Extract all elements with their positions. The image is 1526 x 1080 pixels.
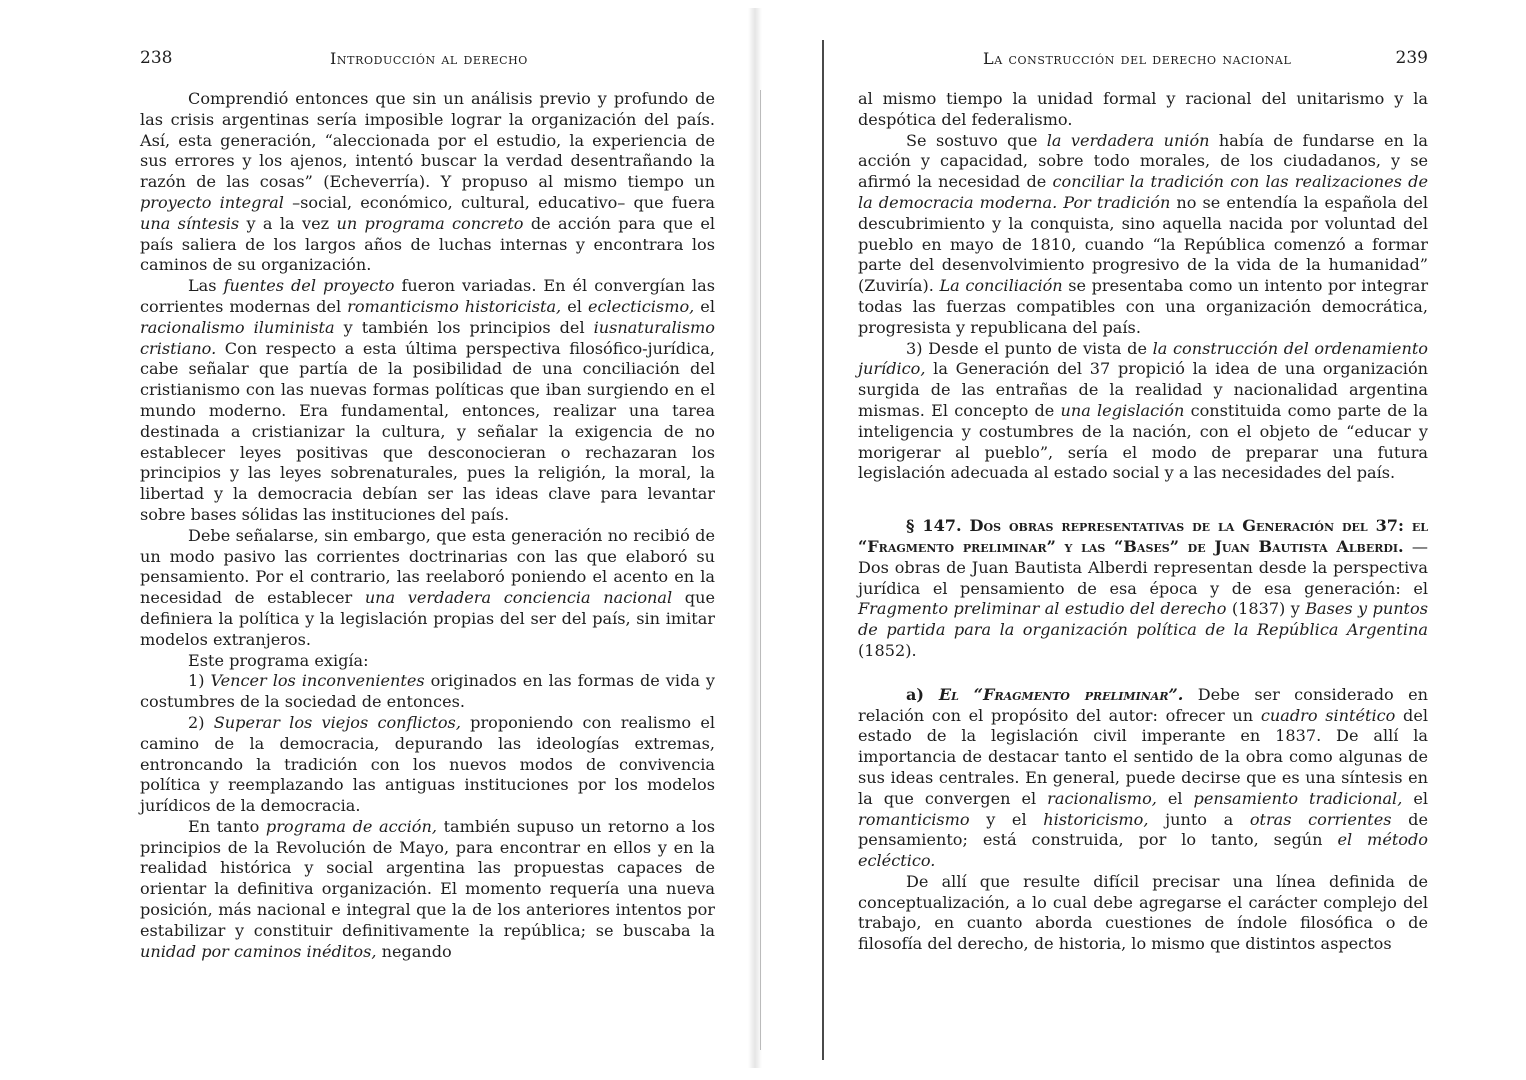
text-run: Este programa exigía: (188, 650, 369, 670)
text-run: originados en las formas de vida y costumbres de la sociedad de entonces. (140, 671, 715, 712)
italic-text: Vencer los inconvenientes (210, 671, 425, 691)
italic-text: racionalismo iluminista (140, 317, 335, 337)
text-run: En tanto (188, 816, 266, 836)
page-number: 238 (140, 48, 173, 68)
italic-text: El “Fragmento preliminar”. (938, 684, 1184, 704)
text-run: (1837) y (1226, 599, 1306, 619)
page-body (140, 89, 715, 962)
text-run: el (561, 296, 588, 316)
paragraph (140, 276, 715, 526)
paragraph (858, 685, 1428, 872)
text-run: que definiera la política y la legislación propias del ser del país, sin imitar modelos extranjeros. (140, 588, 715, 649)
italic-text: una legislación (1060, 400, 1185, 420)
text-run: –social, económico, cultural, educativo– que fuera (283, 192, 715, 212)
text-run: constituida como parte de la inteligencia y costumbres de la nación, con el objeto de “educar y morigerar al pueblo”, sería el modo de preparar una futura legislación adecuada al estado social y a las necesidades del país. (858, 400, 1429, 483)
text-run: 3) Desde el punto de vista de (906, 338, 1153, 358)
text-run: de acción para que el país saliera de los largos años de luchas internas y encontrara los caminos de su organización. (140, 213, 715, 275)
italic-text: romanticismo historicista, (347, 296, 562, 316)
text-run: 1) (188, 671, 211, 691)
italic-text: Fragmento preliminar al estudio del derecho (858, 599, 1227, 619)
italic-text: un programa concreto (336, 213, 524, 233)
paragraph (858, 131, 1428, 339)
italic-text: la verdadera unión (1046, 130, 1210, 150)
text-run: Comprendió entonces que sin un análisis previo y profundo de las crisis argentinas sería imposible lograr la organización del país. Así, esta generación, “aleccionada por el estudio, la experiencia de sus errores y los ajenos, intentó buscar la verdad desentrañando la razón de las cosas” (Echeverría). Y propuso al mismo tiempo un (140, 89, 715, 192)
italic-text: unidad por caminos inéditos, (140, 941, 377, 961)
text-run: no se entendía la española del descubrimiento y la conquista, sino aquella nacida por voluntad del pueblo en mayo de 1810, cuando “la República comenzó a formar parte del desenvolvimiento progresivo de la vida de la humanidad” (Zuviría). (858, 192, 1428, 296)
text-run: Con respecto a esta última perspectiva filosófico-jurídica, cabe señalar que partía de la posibilidad de una conciliación del cristianismo con las nuevas formas políticas que iban surgiendo en el mundo moderno. Era fundamental, entonces, realizar una tarea destinada a cristianizar la cultura, y señalar la exigencia de no establecer leyes positivas que desconocieran o rechazaran los principios y las leyes sobrenaturales, pues la religión, la moral, la libertad y la democracia debían ser las ideas clave para levantar sobre bases sólidas las instituciones del país. (140, 338, 715, 524)
text-run: también supuso un retorno a los principios de la Revolución de Mayo, para encontrar en ellos y en la realidad histórica y social argentina las propuestas capaces de orientar la definitiva organización. El momento requería una nueva posición, más nacional e integral que la de los anteriores intentos por estabilizar y constituir definitivamente la república; se buscaba la (140, 816, 715, 940)
text-run: el (1402, 788, 1428, 808)
italic-text: cuadro sintético (1260, 705, 1396, 725)
text-run: Debe ser considerado en relación con el propósito del autor: ofrecer un (858, 684, 1428, 725)
italic-text: Bases y puntos de partida para la organización política de la República Argentina (858, 599, 1428, 640)
paragraph (858, 339, 1428, 485)
italic-text: conciliar la tradición con las realizaciones de la democracia moderna. (858, 172, 1428, 212)
paragraph (858, 516, 1428, 662)
paragraph (858, 872, 1428, 955)
italic-text: proyecto integral (140, 192, 284, 212)
italic-text: racionalismo, (1047, 788, 1157, 808)
text-run: y también los principios del (334, 317, 594, 337)
italic-text: una verdadera conciencia nacional (364, 588, 673, 608)
text-run: al mismo tiempo la unidad formal y racional del unitarismo y la despótica del federalismo. (858, 89, 1428, 129)
running-head (140, 48, 715, 70)
text-run: — Dos obras de Juan Bautista Alberdi representan desde la perspectiva jurídica el pensamiento de esa época y de esa generación: el (858, 536, 1428, 598)
text-run: se presentaba como un intento por integrar todas las fuerzas compatibles con una organización democrática, progresista y republicana del país. (858, 276, 1429, 337)
section-heading-text: § 147. Dos obras representativas de la Generación del 37: el “Fragmento preliminar” y las “Bases” de Juan Bautista Alberdi. (858, 516, 1428, 556)
text-run: negando (376, 941, 452, 961)
italic-text: Superar los viejos conflictos, (213, 712, 461, 732)
italic-text: fuentes del proyecto (223, 276, 395, 296)
text-run: y a la vez (239, 213, 337, 233)
text-run: y el (969, 809, 1044, 829)
section-spacer (858, 484, 1428, 516)
italic-text: otras corrientes (1249, 809, 1392, 829)
paragraph (140, 817, 715, 963)
paragraph (140, 651, 715, 672)
left-page (140, 0, 715, 1080)
paragraph (140, 89, 715, 276)
italic-text: romanticismo (858, 809, 970, 829)
text-run: de pensamiento; está construida, por lo tanto, según (858, 809, 1428, 850)
text-run: Se sostuvo que (906, 130, 1047, 150)
text-run: De allí que resulte difícil precisar una línea definida de conceptualización, a lo cual debe agregarse el carácter complejo del trabajo, en cuanto aborda cuestiones de índole filosófica o de filosofía del derecho, de historia, lo mismo que distintos aspectos (858, 871, 1428, 954)
text-run: a) (906, 684, 939, 704)
paragraph (858, 89, 1428, 131)
italic-text: pensamiento tradicional, (1193, 788, 1403, 808)
italic-text: la construcción del ordenamiento jurídico, (858, 338, 1428, 379)
text-run: (1852). (858, 640, 917, 660)
italic-text: iusnaturalismo cristiano. (140, 317, 715, 358)
italic-text: historicismo, (1043, 809, 1149, 829)
text-run: el (1156, 788, 1194, 808)
right-page (858, 0, 1428, 1080)
italic-text: una síntesis (140, 213, 240, 233)
text-run: Debe señalarse, sin embargo, que esta generación no recibió de un modo pasivo las corrientes doctrinarias con las que elaboró su pensamiento. Por el contrario, las reelaboró poniendo el acento en la necesidad de establecer (140, 525, 715, 608)
text-run: Las (188, 276, 224, 296)
italic-text: el método ecléctico. (858, 830, 1428, 871)
text-run: junto a (1148, 809, 1250, 829)
text-run: 2) (188, 712, 214, 732)
paragraph (140, 526, 715, 651)
text-run: fueron variadas. En él convergían las corrientes modernas del (140, 276, 715, 316)
paragraph (140, 713, 715, 817)
page-body (858, 89, 1428, 955)
gutter-fold-line (760, 90, 761, 1050)
text-run: el (694, 296, 715, 316)
italic-text: Por tradición (1063, 192, 1171, 212)
text-run: proponiendo con realismo el camino de la democracia, depurando las ideologías extremas, entroncando la tradición con los nuevos modos de convivencia política y reemplazando las antiguas instituciones por los modelos jurídicos de la democracia. (140, 712, 715, 816)
running-head-title: Introducción al derecho (330, 49, 528, 68)
running-head (858, 48, 1428, 70)
paragraph (140, 671, 715, 713)
running-head-title: La construcción del derecho nacional (983, 49, 1292, 68)
gutter-binding-line (822, 40, 824, 1060)
italic-text: La conciliación (939, 276, 1063, 296)
text-run: la Generación del 37 propició la idea de una organización surgida de las entrañas de la realidad y nacionalidad argentina mismas. El concepto de (858, 359, 1428, 420)
section-spacer (858, 662, 1428, 685)
text-run: había de fundarse en la acción y capacidad, sobre todo morales, de los ciudadanos, y se afirmó la necesidad de (858, 130, 1428, 192)
page-number: 239 (1395, 48, 1428, 68)
text-run: del estado de la legislación civil imperante en 1837. De allí la importancia de destacar tanto el sentido de la obra como algunas de sus ideas centrales. En general, puede decirse que es una síntesis en la que convergen el (858, 705, 1428, 808)
italic-text: programa de acción, (265, 816, 437, 836)
italic-text: eclecticismo, (587, 296, 695, 316)
